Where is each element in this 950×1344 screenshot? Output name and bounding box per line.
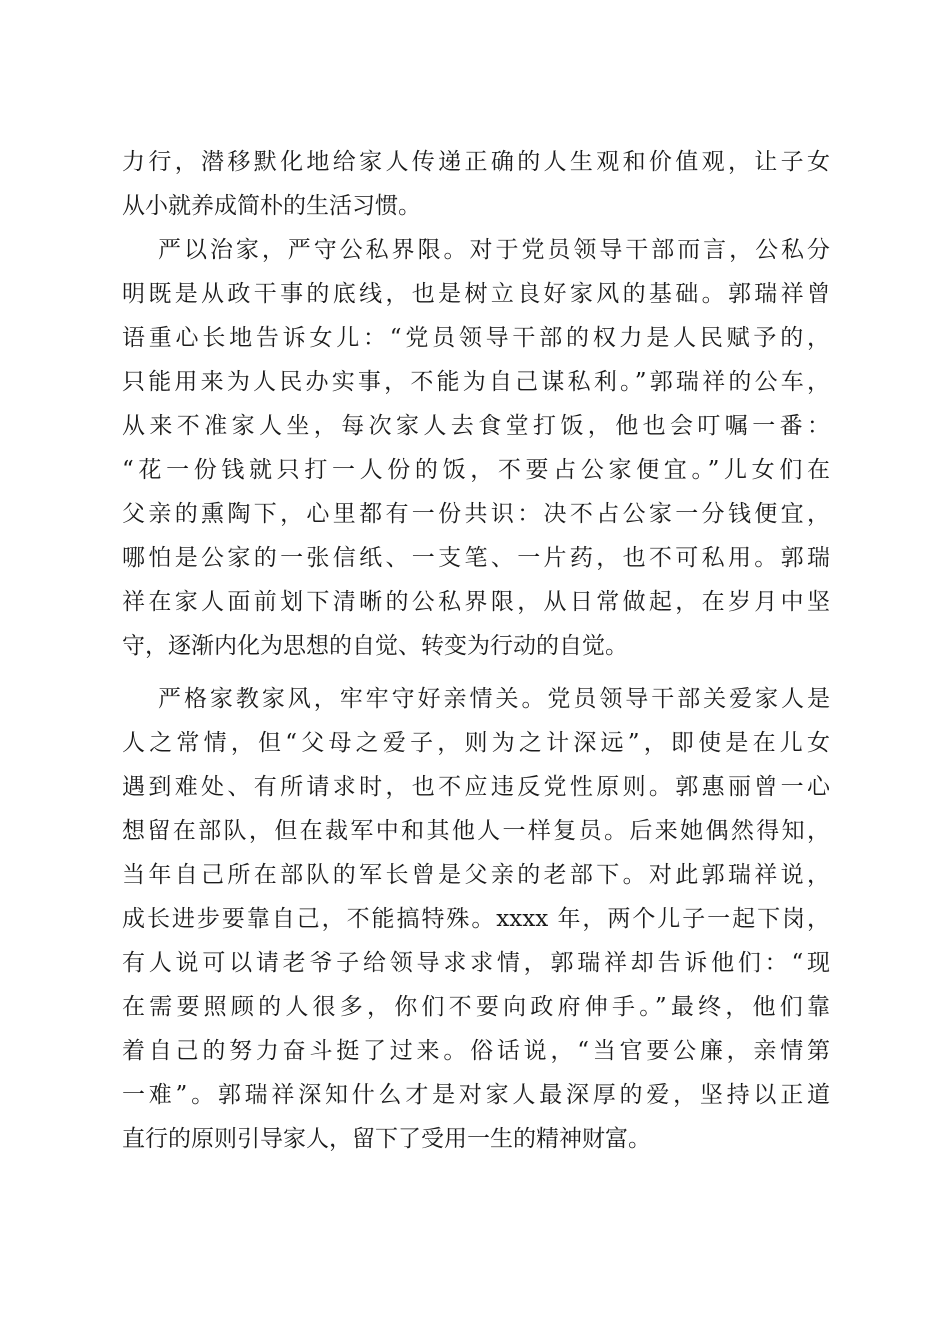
paragraph-3-line-7: 有人说可以请老爷子给领导求求情，郭瑞祥却告诉他们：“现 (122, 950, 830, 976)
paragraph-2-line-3: 语重心长地告诉女儿：“党员领导干部的权力是人民赋予的， (122, 325, 830, 351)
paragraph-3-line-9: 着自己的努力奋斗挺了过来。俗话说，“当官要公廉，亲情第 (122, 1038, 830, 1064)
paragraph-2-line-6: “花一份钱就只打一人份的饭，不要占公家便宜。”儿女们在 (122, 457, 830, 483)
paragraph-3-line-6: 成长进步要靠自己，不能搞特殊。xxxx 年，两个儿子一起下岗， (122, 906, 830, 932)
paragraph-2-line-9: 祥在家人面前划下清晰的公私界限，从日常做起，在岁月中坚 (122, 589, 830, 615)
paragraph-1-line-1: 力行，潜移默化地给家人传递正确的人生观和价值观，让子女 (122, 149, 830, 175)
paragraph-2-line-5: 从来不准家人坐，每次家人去食堂打饭，他也会叮嘱一番： (122, 413, 830, 439)
paragraph-1-line-2: 从小就养成简朴的生活习惯。 (122, 193, 421, 219)
paragraph-3-line-1: 严格家教家风，牢牢守好亲情关。党员领导干部关爱家人是 (158, 686, 830, 712)
paragraph-2-line-8: 哪怕是公家的一张信纸、一支笔、一片药，也不可私用。郭瑞 (122, 545, 830, 571)
paragraph-3-line-5: 当年自己所在部队的军长曾是父亲的老部下。对此郭瑞祥说， (122, 862, 830, 888)
paragraph-2-line-4: 只能用来为人民办实事，不能为自己谋私利。”郭瑞祥的公车， (122, 369, 830, 395)
paragraph-3-line-3: 遇到难处、有所请求时，也不应违反党性原则。郭惠丽曾一心 (122, 774, 830, 800)
paragraph-3-line-4: 想留在部队，但在裁军中和其他人一样复员。后来她偶然得知， (122, 818, 830, 844)
paragraph-3-line-8: 在需要照顾的人很多，你们不要向政府伸手。”最终，他们靠 (122, 994, 830, 1020)
paragraph-3-line-10: 一难”。郭瑞祥深知什么才是对家人最深厚的爱，坚持以正道 (122, 1082, 830, 1108)
paragraph-3-line-11: 直行的原则引导家人，留下了受用一生的精神财富。 (122, 1126, 651, 1152)
paragraph-2-line-7: 父亲的熏陶下，心里都有一份共识：决不占公家一分钱便宜， (122, 501, 830, 527)
paragraph-2-line-10: 守，逐渐内化为思想的自觉、转变为行动的自觉。 (122, 633, 628, 659)
paragraph-2-line-2: 明既是从政干事的底线，也是树立良好家风的基础。郭瑞祥曾 (122, 281, 830, 307)
paragraph-3-line-2: 人之常情，但“父母之爱子，则为之计深远”，即使是在儿女 (122, 730, 830, 756)
paragraph-2-line-1: 严以治家，严守公私界限。对于党员领导干部而言，公私分 (158, 237, 830, 263)
